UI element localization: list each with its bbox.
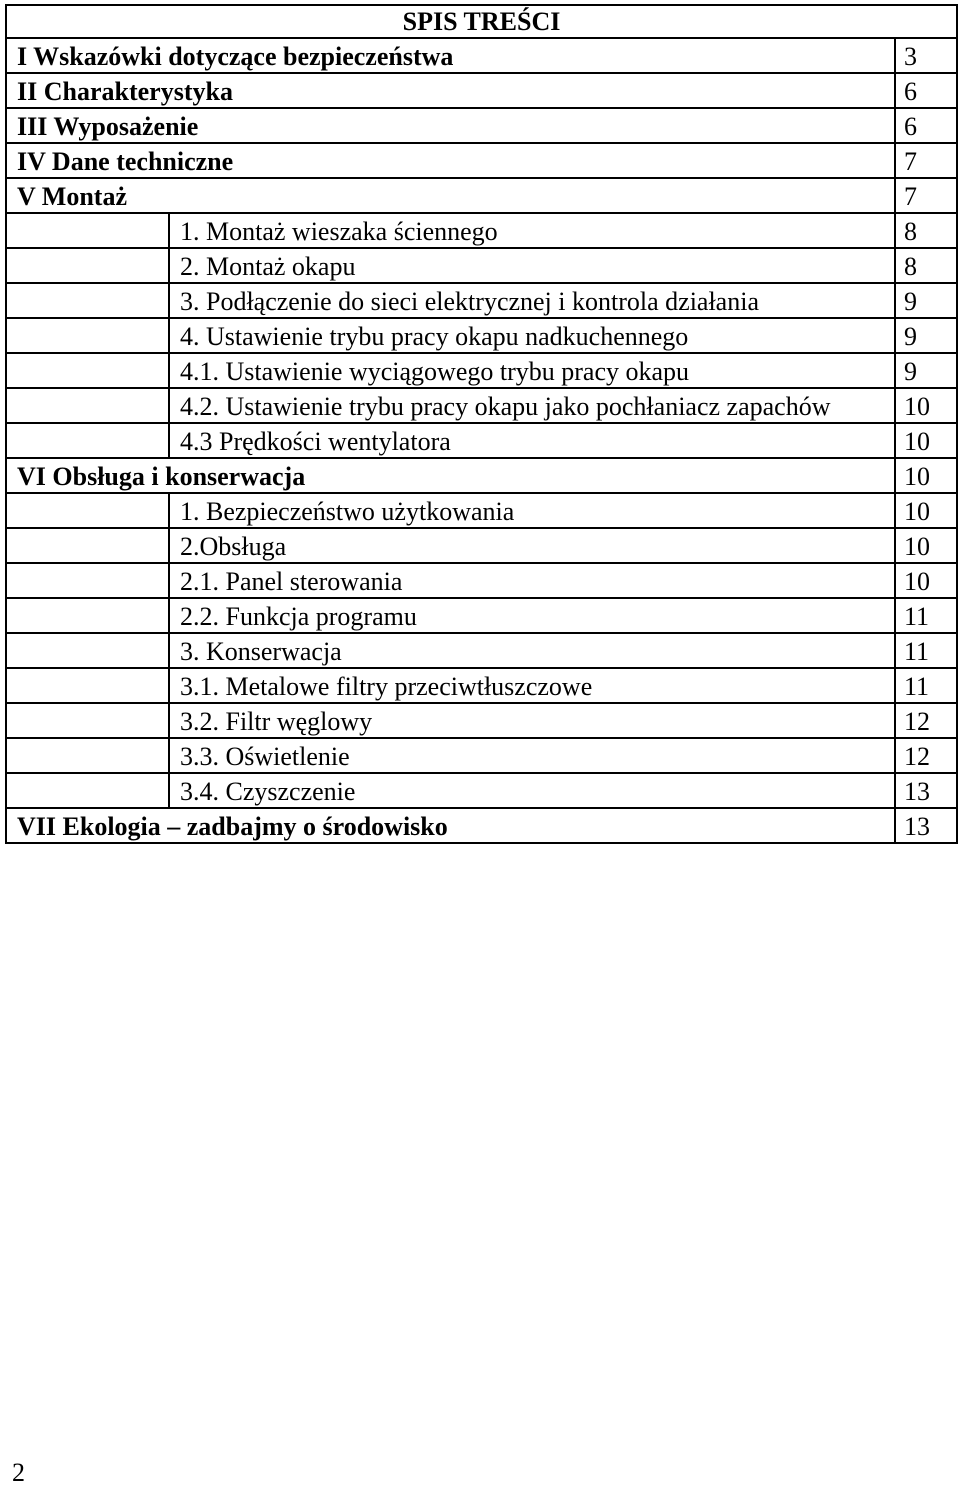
toc-entry-label: VI Obsługa i konserwacja (6, 458, 895, 493)
toc-indent-cell (6, 563, 169, 598)
toc-subentry-label: 4. Ustawienie trybu pracy okapu nadkuchennego (169, 318, 895, 353)
toc-page-number: 11 (895, 633, 957, 668)
toc-subentry-label: 2.1. Panel sterowania (169, 563, 895, 598)
toc-entry-label: V Montaż (6, 178, 895, 213)
toc-row (6, 178, 957, 213)
toc-row (6, 773, 957, 808)
toc-indent-cell (6, 353, 169, 388)
toc-subentry-label: 4.1. Ustawienie wyciągowego trybu pracy okapu (169, 353, 895, 388)
toc-page-number: 10 (895, 423, 957, 458)
toc-row (6, 493, 957, 528)
toc-entry-label: VII Ekologia – zadbajmy o środowisko (6, 808, 895, 843)
toc-row (6, 528, 957, 563)
toc-indent-cell (6, 318, 169, 353)
toc-row (6, 423, 957, 458)
toc-row (6, 808, 957, 843)
toc-row (6, 283, 957, 318)
toc-row (6, 668, 957, 703)
toc-indent-cell (6, 703, 169, 738)
toc-subentry-label: 1. Montaż wieszaka ściennego (169, 213, 895, 248)
toc-entry-label: II Charakterystyka (6, 73, 895, 108)
toc-page-number: 12 (895, 703, 957, 738)
toc-row (6, 703, 957, 738)
toc-page-number: 13 (895, 773, 957, 808)
toc-page-number: 7 (895, 178, 957, 213)
toc-row (6, 738, 957, 773)
page-number: 2 (12, 1458, 25, 1487)
toc-row (6, 38, 957, 73)
toc-page-number: 10 (895, 388, 957, 423)
toc-row (6, 248, 957, 283)
toc-indent-cell (6, 248, 169, 283)
toc-page-number: 9 (895, 283, 957, 318)
toc-page-number: 10 (895, 493, 957, 528)
toc-row (6, 108, 957, 143)
toc-indent-cell (6, 528, 169, 563)
toc-subentry-label: 2.Obsługa (169, 528, 895, 563)
toc-page-number: 8 (895, 213, 957, 248)
toc-page-number: 11 (895, 598, 957, 633)
toc-subentry-label: 3.3. Oświetlenie (169, 738, 895, 773)
toc-title: SPIS TREŚCI (6, 5, 957, 38)
toc-subentry-label: 3.2. Filtr węglowy (169, 703, 895, 738)
toc-subentry-label: 3. Podłączenie do sieci elektrycznej i kontrola działania (169, 283, 895, 318)
toc-row (6, 598, 957, 633)
toc-row (6, 353, 957, 388)
toc-page-number: 6 (895, 73, 957, 108)
toc-row (6, 563, 957, 598)
toc-indent-cell (6, 598, 169, 633)
toc-subentry-label: 1. Bezpieczeństwo użytkowania (169, 493, 895, 528)
toc-page-number: 10 (895, 563, 957, 598)
toc-page-number: 9 (895, 318, 957, 353)
toc-indent-cell (6, 738, 169, 773)
table-of-contents (5, 4, 958, 844)
toc-page-number: 7 (895, 143, 957, 178)
toc-body (6, 5, 957, 843)
toc-indent-cell (6, 668, 169, 703)
toc-page-number: 13 (895, 808, 957, 843)
toc-row (6, 318, 957, 353)
toc-row (6, 73, 957, 108)
toc-row (6, 143, 957, 178)
toc-subentry-label: 2.2. Funkcja programu (169, 598, 895, 633)
toc-row (6, 213, 957, 248)
toc-entry-label: III Wyposażenie (6, 108, 895, 143)
toc-row (6, 633, 957, 668)
toc-page-number: 8 (895, 248, 957, 283)
toc-page-number: 9 (895, 353, 957, 388)
toc-indent-cell (6, 423, 169, 458)
toc-indent-cell (6, 283, 169, 318)
toc-subentry-label: 4.2. Ustawienie trybu pracy okapu jako pochłaniacz zapachów (169, 388, 895, 423)
toc-entry-label: I Wskazówki dotyczące bezpieczeństwa (6, 38, 895, 73)
toc-indent-cell (6, 633, 169, 668)
toc-page-number: 6 (895, 108, 957, 143)
toc-subentry-label: 3. Konserwacja (169, 633, 895, 668)
toc-row (6, 458, 957, 493)
toc-page-number: 10 (895, 458, 957, 493)
toc-subentry-label: 4.3 Prędkości wentylatora (169, 423, 895, 458)
toc-indent-cell (6, 493, 169, 528)
toc-page-number: 12 (895, 738, 957, 773)
toc-title-row (6, 5, 957, 38)
toc-page-number: 3 (895, 38, 957, 73)
toc-subentry-label: 3.1. Metalowe filtry przeciwtłuszczowe (169, 668, 895, 703)
toc-subentry-label: 3.4. Czyszczenie (169, 773, 895, 808)
toc-page-number: 11 (895, 668, 957, 703)
toc-subentry-label: 2. Montaż okapu (169, 248, 895, 283)
toc-indent-cell (6, 213, 169, 248)
toc-indent-cell (6, 773, 169, 808)
toc-page-number: 10 (895, 528, 957, 563)
toc-indent-cell (6, 388, 169, 423)
toc-entry-label: IV Dane techniczne (6, 143, 895, 178)
toc-row (6, 388, 957, 423)
